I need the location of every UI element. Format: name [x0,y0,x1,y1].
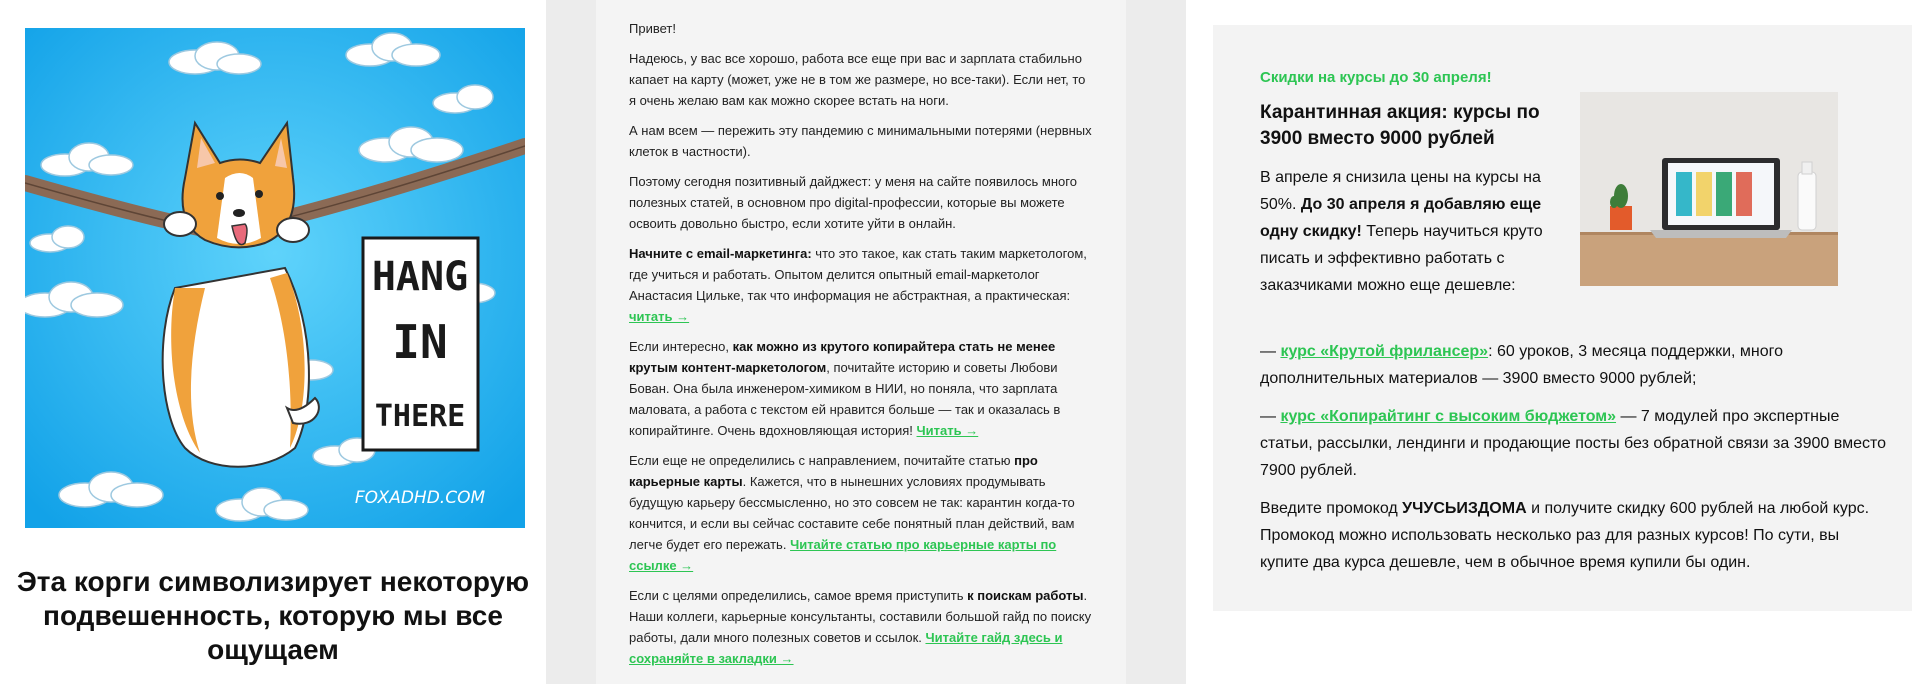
promo-title: Карантинная акция: курсы по 3900 вместо 9000 рублей [1260,102,1540,149]
greeting: Привет! [629,21,676,36]
career-maps-link[interactable]: Читайте статью про карьерные карты по ссылке → [629,537,1057,573]
promo-card [1213,25,1912,611]
paragraph-3: Поэтому сегодня позитивный дайджест: у меня на сайте появилось много полезных статей, в основном про digital-профессии, которые вы можете освоить довольно быстро, если хотите уйти в онлайн. [629,174,1077,231]
promo-kicker: Скидки на курсы до 30 апреля! [1260,69,1492,86]
paragraph-5-lead: Если интересно, [629,339,733,354]
illustration-credit: FOXADHD.COM [354,488,486,508]
read-email-marketing-link[interactable]: читать → [629,309,690,324]
paragraph-7-lead: Если с целями определились, самое время приступить [629,588,968,603]
paragraph-7-bold: к поискам работы [967,588,1084,603]
paragraph-7-text: . Наши коллеги, карьерные консультанты, составили большой гайд по поиску работы, дали много полезных советов и ссылок. [629,588,1092,645]
paragraph-7 [629,585,1096,669]
promo-intro-bold: До 30 апреля я добавляю еще одну скидку! [1260,196,1542,240]
hang-in-there-lettering [363,238,478,450]
svg-text:IN: IN [392,315,448,369]
illustration-panel [0,0,546,684]
course-item-2 [1260,403,1892,484]
paragraph-4 [629,243,1096,327]
paragraph-6-text: . Кажется, что в нынешних условиях продумывать будущую карьеру бессмысленно, но это совсем не так: карантин когда-то кончится, и если вы сейчас составите себе понятный план действий, вам легче будет его пережать. [629,474,1075,552]
job-search-guide-link[interactable]: Читайте гайд здесь и сохраняйте в закладки → [629,630,1063,666]
paragraph-5 [629,336,1096,441]
course-freelancer-link[interactable]: курс «Крутой фрилансер» [1280,343,1489,360]
paragraph-4-bold: Начните с email-маркетинга: [629,246,812,261]
paragraph-6-bold: про карьерные карты [629,453,1038,489]
course-item-1-dash: — [1260,343,1281,360]
paragraph-5-bold: как можно из крутого копирайтера стать не менее крутым контент-маркетологом [629,339,1056,375]
paragraph-5-text: , почитайте историю и советы Любови Бован. Она была инженером-химиком в НИИ, но поняла, что зарплата маловата, а работа с текстом ей нравится больше — так и оказалась в копирайтинге. Очень вдохновляющая история! [629,360,1061,438]
promo-code-lead: Введите промокод [1260,500,1403,517]
paragraph-1: Надеюсь, у вас все хорошо, работа все еще при вас и зарплата стабильно капает на карту (может, уже не в том же размере, но все-таки). Если нет, то я очень желаю вам как можно скорее встать на ноги. [629,51,1086,108]
promo-intro-text: В апреле я снизила цены на курсы на 50%. [1260,169,1541,213]
promo-code-text: и получите скидку 600 рублей на любой курс. Промокод можно использовать несколько раз для разных курсов! По сути, вы купите два курса дешевле, чем в обычное время купили бы один. [1260,500,1870,571]
paragraph-2: А нам всем — пережить эту пандемию с минимальными потерями (нервных клеток в частности). [629,123,1092,159]
corgi-illustration [25,28,525,528]
read-copywriter-story-link[interactable]: Читать → [916,423,979,438]
promo-panel [1186,0,1912,684]
svg-text:THERE: THERE [374,399,466,434]
svg-text:HANG: HANG [371,254,469,300]
course-copywriting-link[interactable]: курс «Копирайтинг с высоким бюджетом» [1280,408,1617,425]
laptop-photo [1580,92,1838,286]
newsletter-body [596,0,1126,684]
paragraph-6-lead: Если еще не определились с направлением, почитайте статью [629,453,1015,468]
promo-intro-rest: Теперь научиться круто писать и эффективно работать с заказчиками можно еще дешевле: [1260,223,1543,294]
promo-code: УЧУСЬИЗДОМА [1402,500,1527,517]
course-item-2-dash: — [1260,408,1281,425]
paragraph-6 [629,450,1096,576]
course-item-2-text: — 7 модулей про экспертные статьи, рассылки, лендинги и продающие посты без обратной связи за 3900 вместо 7900 рублей. [1260,408,1887,479]
promo-intro [1260,164,1560,299]
promo-code-paragraph [1260,495,1892,576]
course-item-1 [1260,338,1892,392]
illustration-caption: Эта корги символизирует некоторую подвешенность, которую мы все ощущаем [16,566,530,665]
course-item-1-text: : 60 уроков, 3 месяца поддержки, много дополнительных материалов — 3900 вместо 9000 рублей; [1260,343,1784,387]
paragraph-4-text: что это такое, как стать таким маркетологом, где учиться и работать. Опытом делится опытный email-маркетолог Анастасия Цильке, так что информация не абстрактная, а практическая: [629,246,1087,303]
newsletter-panel [546,0,1186,684]
